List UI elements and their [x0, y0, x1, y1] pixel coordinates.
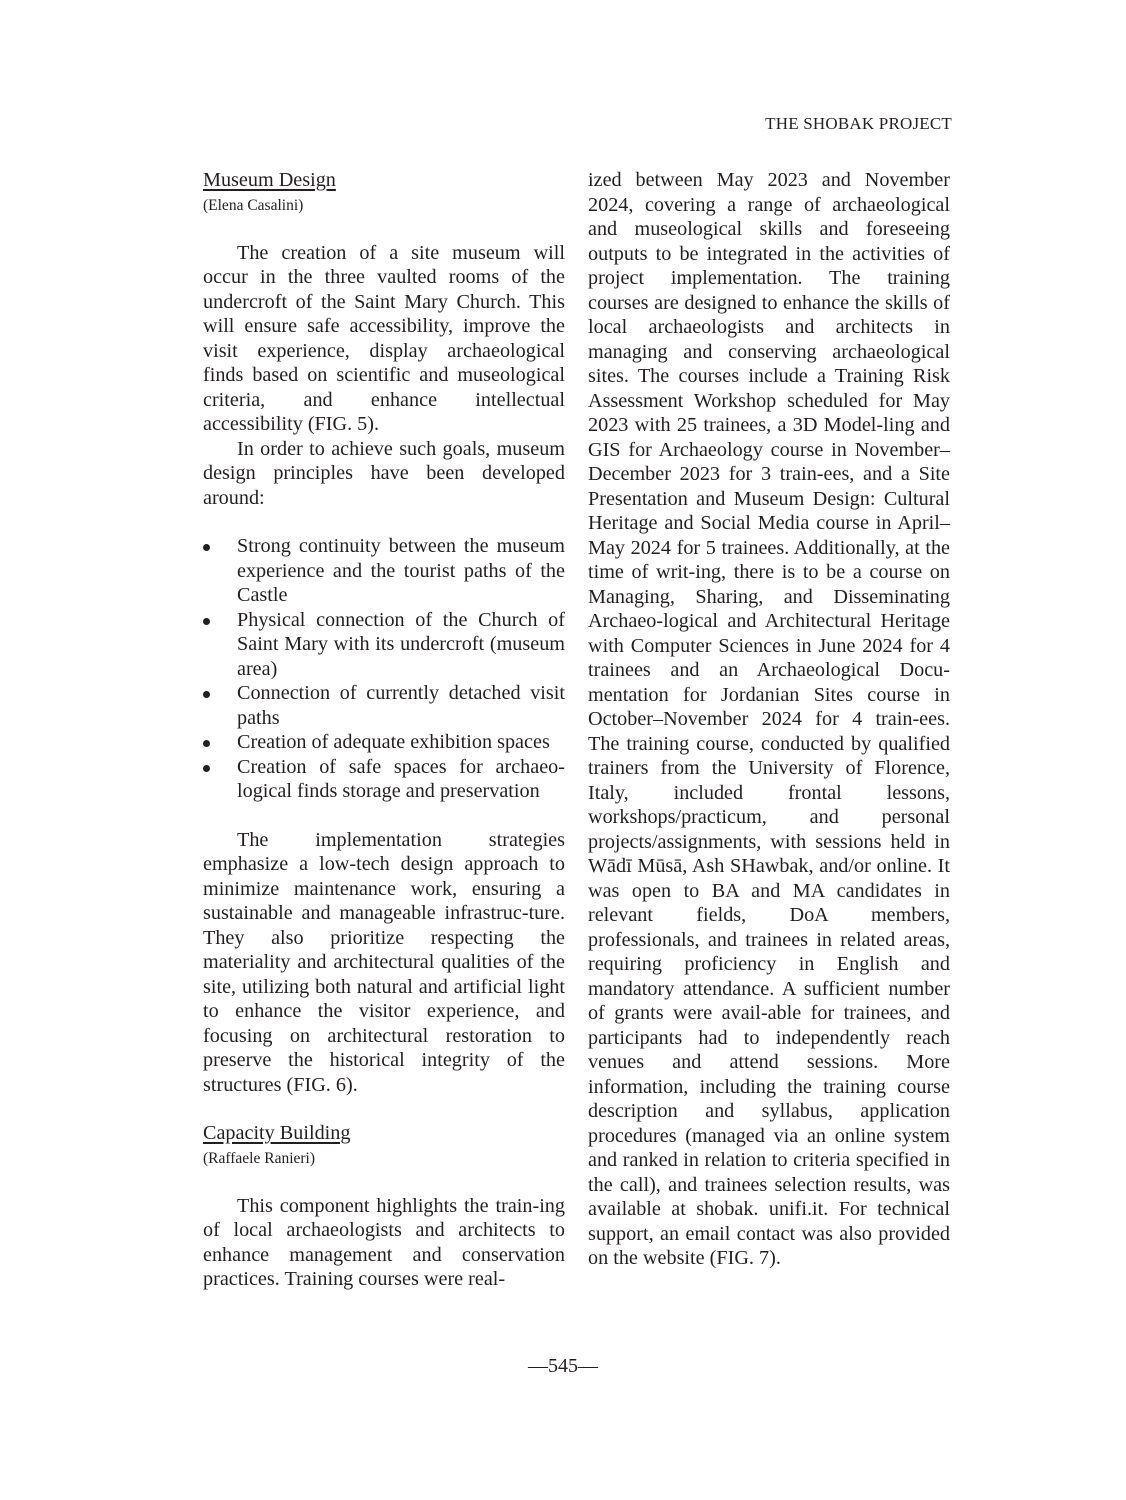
- section-title-capacity-building: Capacity Building: [203, 1122, 351, 1144]
- bullet-icon: [203, 765, 210, 772]
- right-column: [588, 168, 950, 1271]
- section-author: (Elena Casalini): [203, 196, 304, 214]
- paragraph: This component highlights the train-ing of local archaeologists and architects to enhance management and conservation practices. Training courses were real-: [203, 1194, 565, 1290]
- list-item: Physical connection of the Church of Saint Mary with its undercroft (museum area): [203, 608, 565, 682]
- page-number: —545—: [528, 1355, 598, 1377]
- section-museum-design: [203, 168, 565, 1097]
- bullet-icon: [203, 740, 210, 747]
- design-principles-list: [203, 534, 565, 804]
- list-item: Strong continuity between the museum experience and the tourist paths of the Castle: [203, 534, 565, 608]
- section-capacity-building: [203, 1121, 565, 1292]
- list-item: Creation of adequate exhibition spaces: [203, 730, 565, 755]
- bullet-icon: [203, 544, 210, 551]
- paragraph: In order to achieve such goals, museum design principles have been developed around:: [203, 437, 565, 509]
- list-item: Creation of safe spaces for archaeo-logical finds storage and preservation: [203, 755, 565, 804]
- paragraph: The creation of a site museum will occur in the three vaulted rooms of the undercroft of the Saint Mary Church. This will ensure safe accessibility, improve the visit experience, display archaeological finds based on scientific and museological criteria, and enhance intellectual accessibility (FIG. 5).: [203, 241, 565, 435]
- bullet-icon: [203, 618, 210, 625]
- bullet-icon: [203, 691, 210, 698]
- section-title-museum-design: Museum Design: [203, 169, 336, 191]
- paragraph: The implementation strategies emphasize a low-tech design approach to minimize maintenance work, ensuring a sustainable and manageable infrastruc-ture. They also prioritize respecting the materiality and architectural qualities of the site, utilizing both natural and artificial light to enhance the visitor experience, and focusing on architectural restoration to preserve the historical integrity of the structures (FIG. 6).: [203, 828, 565, 1096]
- section-author: (Raffaele Ranieri): [203, 1149, 316, 1167]
- list-item: Connection of currently detached visit paths: [203, 681, 565, 730]
- paragraph-continued: ized between May 2023 and November 2024, covering a range of archaeological and museological skills and foreseeing outputs to be integrated in the activities of project implementation. The training courses are designed to enhance the skills of local archaeologists and architects in managing and conserving archaeological sites. The courses include a Training Risk Assessment Workshop scheduled for May 2023 with 25 trainees, a 3D Model-ling and GIS for Archaeology course in November–December 2023 for 3 train-ees, and a Site Presentation and Museum Design: Cultural Heritage and Social Media course in April–May 2024 for 5 trainees. Additionally, at the time of writ-ing, there is to be a course on Managing, Sharing, and Disseminating Archaeo-logical and Architectural Heritage with Computer Sciences in June 2024 for 4 trainees and an Archaeological Docu-mentation for Jordanian Sites course in October–November 2024 for 4 train-ees. The training course, conducted by qualified trainers from the University of Florence, Italy, included frontal lessons, workshops/practicum, and personal projects/assignments, with sessions held in Wādī Mūsā, Ash SHawbak, and/or online. It was open to BA and MA candidates in relevant fields, DoA members, professionals, and trainees in related areas, requiring proficiency in English and mandatory attendance. A sufficient number of grants were avail-able for trainees, and participants had to independently reach venues and attend sessions. More information, including the training course description and syllabus, application procedures (managed via an online system and ranked in relation to criteria specified in the call), and trainees selection results, was available at shobak. unifi.it. For technical support, an email contact was also provided on the website (FIG. 7).: [588, 169, 950, 1269]
- running-head: THE SHOBAK PROJECT: [765, 114, 952, 133]
- left-column: [203, 168, 565, 1292]
